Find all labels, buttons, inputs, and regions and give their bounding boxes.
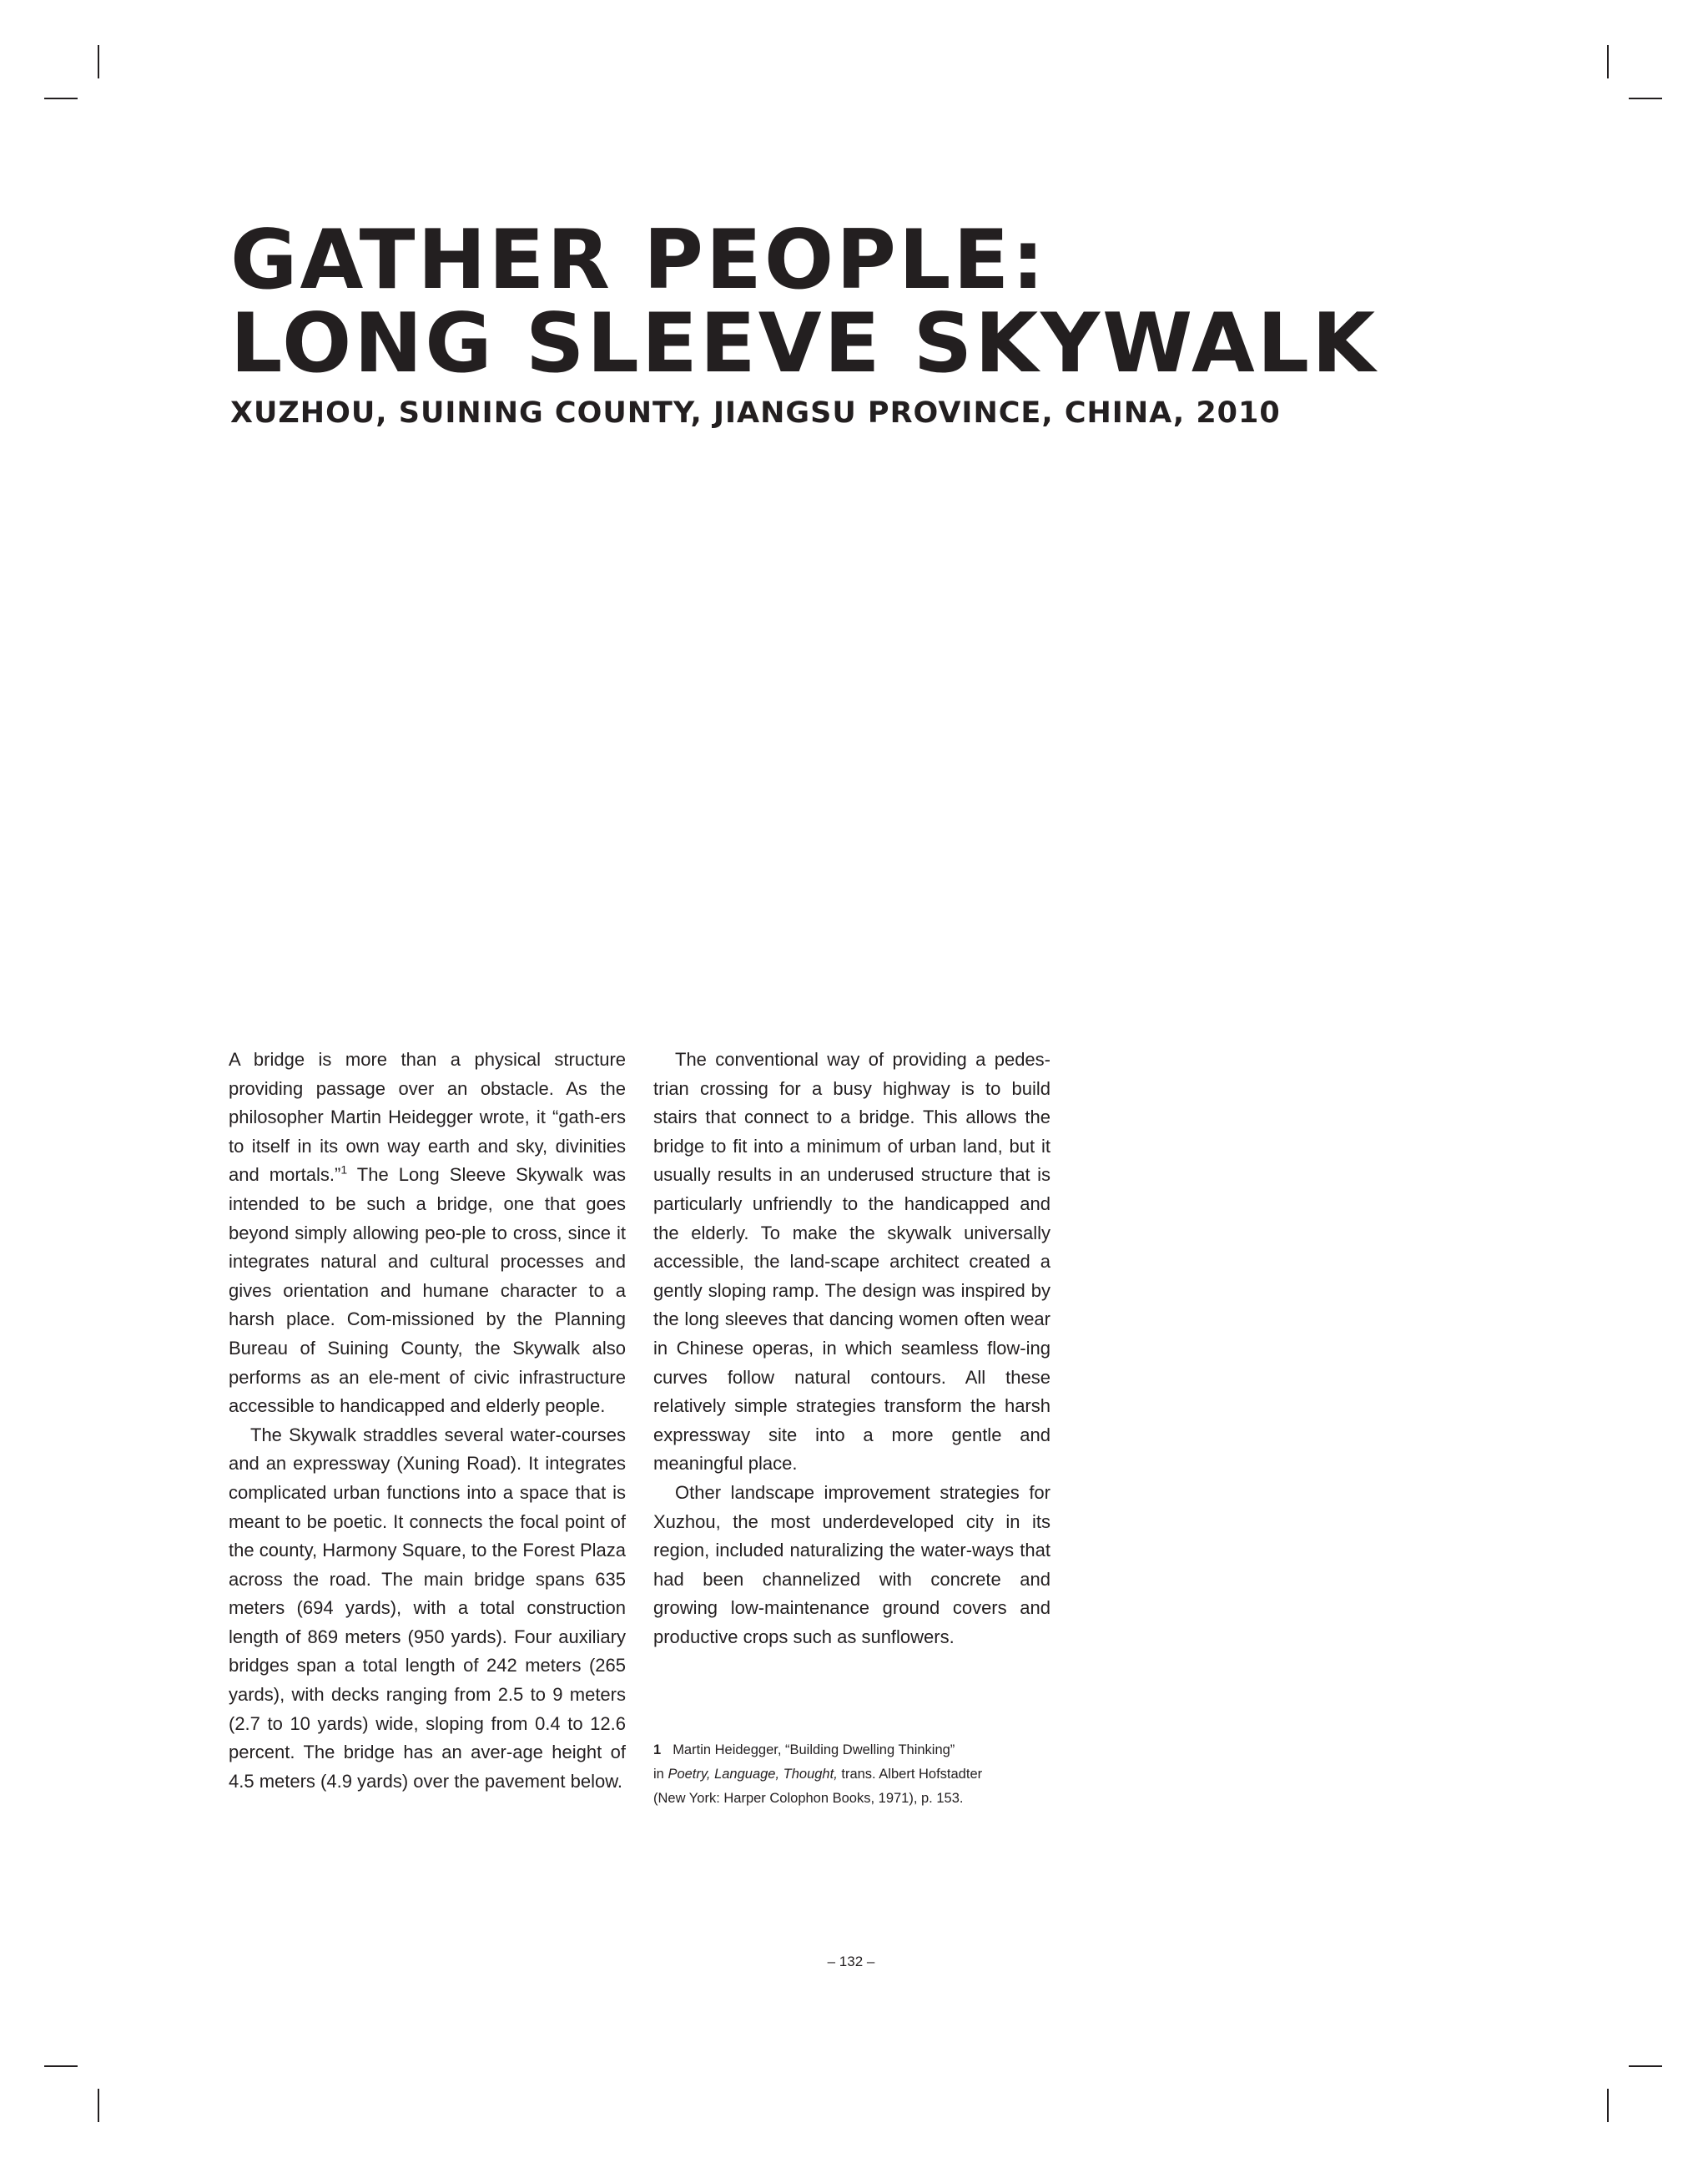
footnote-line-3: (New York: Harper Colophon Books, 1971), p. 153. bbox=[653, 1791, 964, 1806]
left-paragraph-1-text-a: A bridge is more than a physical structure providing passage over an obstacle. As the philosopher Martin Heidegger wrote, it “gath-ers to itself in its own way earth and sky, divinities and mortals.” bbox=[229, 1049, 626, 1186]
footnote bbox=[653, 1738, 1054, 1811]
footnote-text-2-suffix: trans. Albert Hofstadter bbox=[837, 1767, 983, 1782]
body-column-right bbox=[653, 1046, 1050, 1651]
body-column-left bbox=[229, 1046, 626, 1796]
crop-mark-top-left-horizontal bbox=[44, 98, 78, 99]
page-number: – 132 – bbox=[827, 1954, 875, 1969]
crop-mark-bottom-left-horizontal bbox=[44, 2065, 78, 2067]
crop-mark-top-right-horizontal bbox=[1629, 98, 1662, 99]
footnote-number: 1 bbox=[653, 1742, 662, 1757]
right-paragraph-1: The conventional way of providing a pedes-trian crossing for a busy highway is to build stairs that connect to a bridge. This allows the bridge to fit into a minimum of urban land, but it usually results in an underused structure that is particularly unfriendly to the handicapped and the elderly. To make the skywalk universally accessible, the land-scape architect created a gently sloping ramp. The design was inspired by the long sleeves that dancing women often wear in Chinese operas, in which seamless flow-ing curves follow natural contours. All these relatively simple strategies transform the harsh expressway site into a more gentle and meaningful place. bbox=[653, 1049, 1050, 1475]
right-paragraph-2: Other landscape improvement strategies for Xuzhou, the most underdeveloped city in its region, included naturalizing the water-ways that had been channelized with concrete and growing low-maintenance ground covers and productive crops such as sunflowers. bbox=[653, 1481, 1050, 1647]
crop-mark-top-left-vertical bbox=[98, 45, 99, 78]
crop-mark-top-right-vertical bbox=[1607, 45, 1609, 78]
page-subtitle: XUZHOU, SUINING COUNTY, JIANGSU PROVINCE, CHINA, 2010 bbox=[230, 396, 1281, 430]
footnote-line-2 bbox=[653, 1762, 1054, 1787]
left-paragraph-2: The Skywalk straddles several water-courses and an expressway (Xuning Road). It integrates complicated urban functions into a space that is meant to be poetic. It connects the focal point of the county, Harmony Square, to the Forest Plaza across the road. The main bridge spans 635 meters (694 yards), with a total construction length of 869 meters (950 yards). Four auxiliary bridges span a total length of 242 meters (265 yards), with decks ranging from 2.5 to 9 meters (2.7 to 10 yards) wide, sloping from 0.4 to 12.6 percent. The bridge has an aver-age height of 4.5 meters (4.9 yards) over the pavement below. bbox=[229, 1424, 626, 1792]
footnote-line-1 bbox=[653, 1738, 1054, 1762]
footnote-text-1: Martin Heidegger, “Building Dwelling Thinking” bbox=[673, 1742, 955, 1757]
footnote-text-2-prefix: in bbox=[653, 1767, 668, 1782]
crop-mark-bottom-right-vertical bbox=[1607, 2089, 1609, 2122]
crop-mark-bottom-left-vertical bbox=[98, 2089, 99, 2122]
left-paragraph-1-text-b: The Long Sleeve Skywalk was intended to be such a bridge, one that goes beyond simply allowing peo-ple to cross, since it integrates natural and cultural processes and gives orientation and humane character to a harsh place. Com-missioned by the Planning Bureau of Suining County, the Skywalk also performs as an ele-ment of civic infrastructure accessible to handicapped and elderly people. bbox=[229, 1164, 626, 1417]
page-title bbox=[230, 213, 1649, 391]
title-line-2: LONG SLEEVE SKYWALK bbox=[230, 296, 1378, 391]
footnote-book-title: Poetry, Language, Thought, bbox=[668, 1767, 838, 1782]
title-line-1: GATHER PEOPLE: bbox=[230, 213, 1047, 308]
left-paragraph-1 bbox=[229, 1046, 626, 1421]
crop-mark-bottom-right-horizontal bbox=[1629, 2065, 1662, 2067]
footnote-reference: 1 bbox=[340, 1163, 348, 1177]
